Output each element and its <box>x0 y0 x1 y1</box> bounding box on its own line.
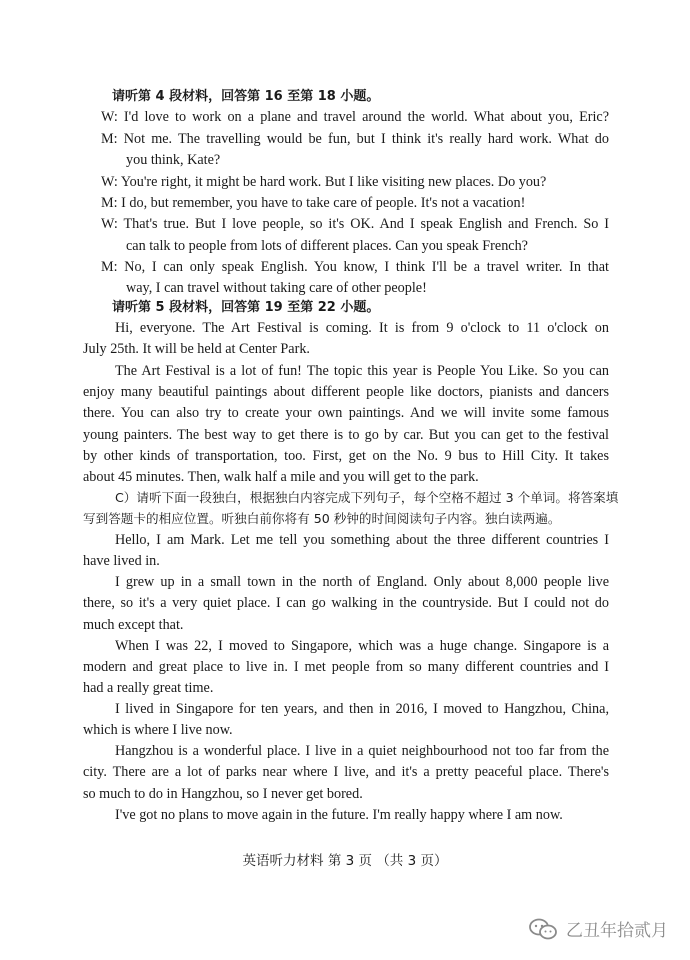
wechat-icon <box>528 917 558 941</box>
section4-heading: 请听第 4 段材料，回答第 16 至第 18 小题。 <box>112 89 380 104</box>
monologue-line: I've got no plans to move again in the future. I'm really happy where I am now. <box>115 807 563 823</box>
monologue-line: young painters. The best way to get there is to go by car. But you can get to the festival <box>83 427 609 443</box>
monologue-line: Hello, I am Mark. Let me tell you something about the three different countries I <box>115 532 609 548</box>
dialogue-line: W: I'd love to work on a plane and travel around the world. What about you, Eric? <box>101 109 609 125</box>
dialogue-line: M: Not me. The travelling would be fun, but I think it's really hard work. What do <box>101 131 609 147</box>
monologue-line: I grew up in a small town in the north of England. Only about 8,000 people live <box>115 574 609 590</box>
monologue-line: much except that. <box>83 617 184 633</box>
dialogue-line: M: No, I can only speak English. You know, I think I'll be a travel writer. In that <box>101 259 609 275</box>
monologue-line: The Art Festival is a lot of fun! The topic this year is People You Like. So you can <box>115 363 609 379</box>
monologue-line: city. There are a lot of parks near where I live, and it's a pretty peaceful place. There's <box>83 764 609 780</box>
dialogue-line: can talk to people from lots of different places. Can you speak French? <box>126 238 528 254</box>
monologue-line: modern and great place to live in. I met people from so many different countries and I <box>83 659 609 675</box>
watermark-text: 乙丑年拾贰月 <box>566 921 668 941</box>
page-footer: 英语听力材料 第 3 页 （共 3 页） <box>242 853 448 869</box>
monologue-line: which is where I live now. <box>83 722 233 738</box>
section5-heading: 请听第 5 段材料，回答第 19 至第 22 小题。 <box>112 300 380 315</box>
monologue-line: I lived in Singapore for ten years, and then in 2016, I moved to Hangzhou, China, <box>115 701 609 717</box>
monologue-line: When I was 22, I moved to Singapore, which was a huge change. Singapore is a <box>115 638 609 654</box>
monologue-line: Hi, everyone. The Art Festival is coming. It is from 9 o'clock to 11 o'clock on <box>115 320 609 336</box>
monologue-line: Hangzhou is a wonderful place. I live in a quiet neighbourhood not too far from the <box>115 743 609 759</box>
sectionC-instruction: 写到答题卡的相应位置。听独白前你将有 50 秒钟的时间阅读句子内容。独白读两遍。 <box>83 511 561 526</box>
monologue-line: there, so it's a very quiet place. I can go walking in the countryside. But I could not do <box>83 595 609 611</box>
monologue-line: had a really great time. <box>83 680 214 696</box>
monologue-line: by other kinds of transportation, too. First, get on the No. 9 bus to Hill City. It takes <box>83 448 609 464</box>
dialogue-line: you think, Kate? <box>126 152 221 168</box>
monologue-line: about 45 minutes. Then, walk half a mile and you will get to the park. <box>83 469 479 485</box>
monologue-line: have lived in. <box>83 553 160 569</box>
monologue-line: there. You can also try to create your own paintings. And we will invite some famous <box>83 405 609 421</box>
dialogue-line: W: That's true. But I love people, so it's OK. And I speak English and French. So I <box>101 216 609 232</box>
monologue-line: so much to do in Hangzhou, so I never get bored. <box>83 786 363 802</box>
dialogue-line: way, I can travel without taking care of other people! <box>126 280 427 296</box>
watermark <box>528 916 668 941</box>
dialogue-line: M: I do, but remember, you have to take care of people. It's not a vacation! <box>101 195 526 211</box>
sectionC-instruction: C）请听下面一段独白，根据独白内容完成下列句子，每个空格不超过 3 个单词。将答案填 <box>115 490 619 505</box>
dialogue-line: W: You're right, it might be hard work. But I like visiting new places. Do you? <box>101 174 547 190</box>
monologue-line: enjoy many beautiful paintings about different people like doctors, pianists and dancers <box>83 384 609 400</box>
monologue-line: July 25th. It will be held at Center Park. <box>83 341 310 357</box>
